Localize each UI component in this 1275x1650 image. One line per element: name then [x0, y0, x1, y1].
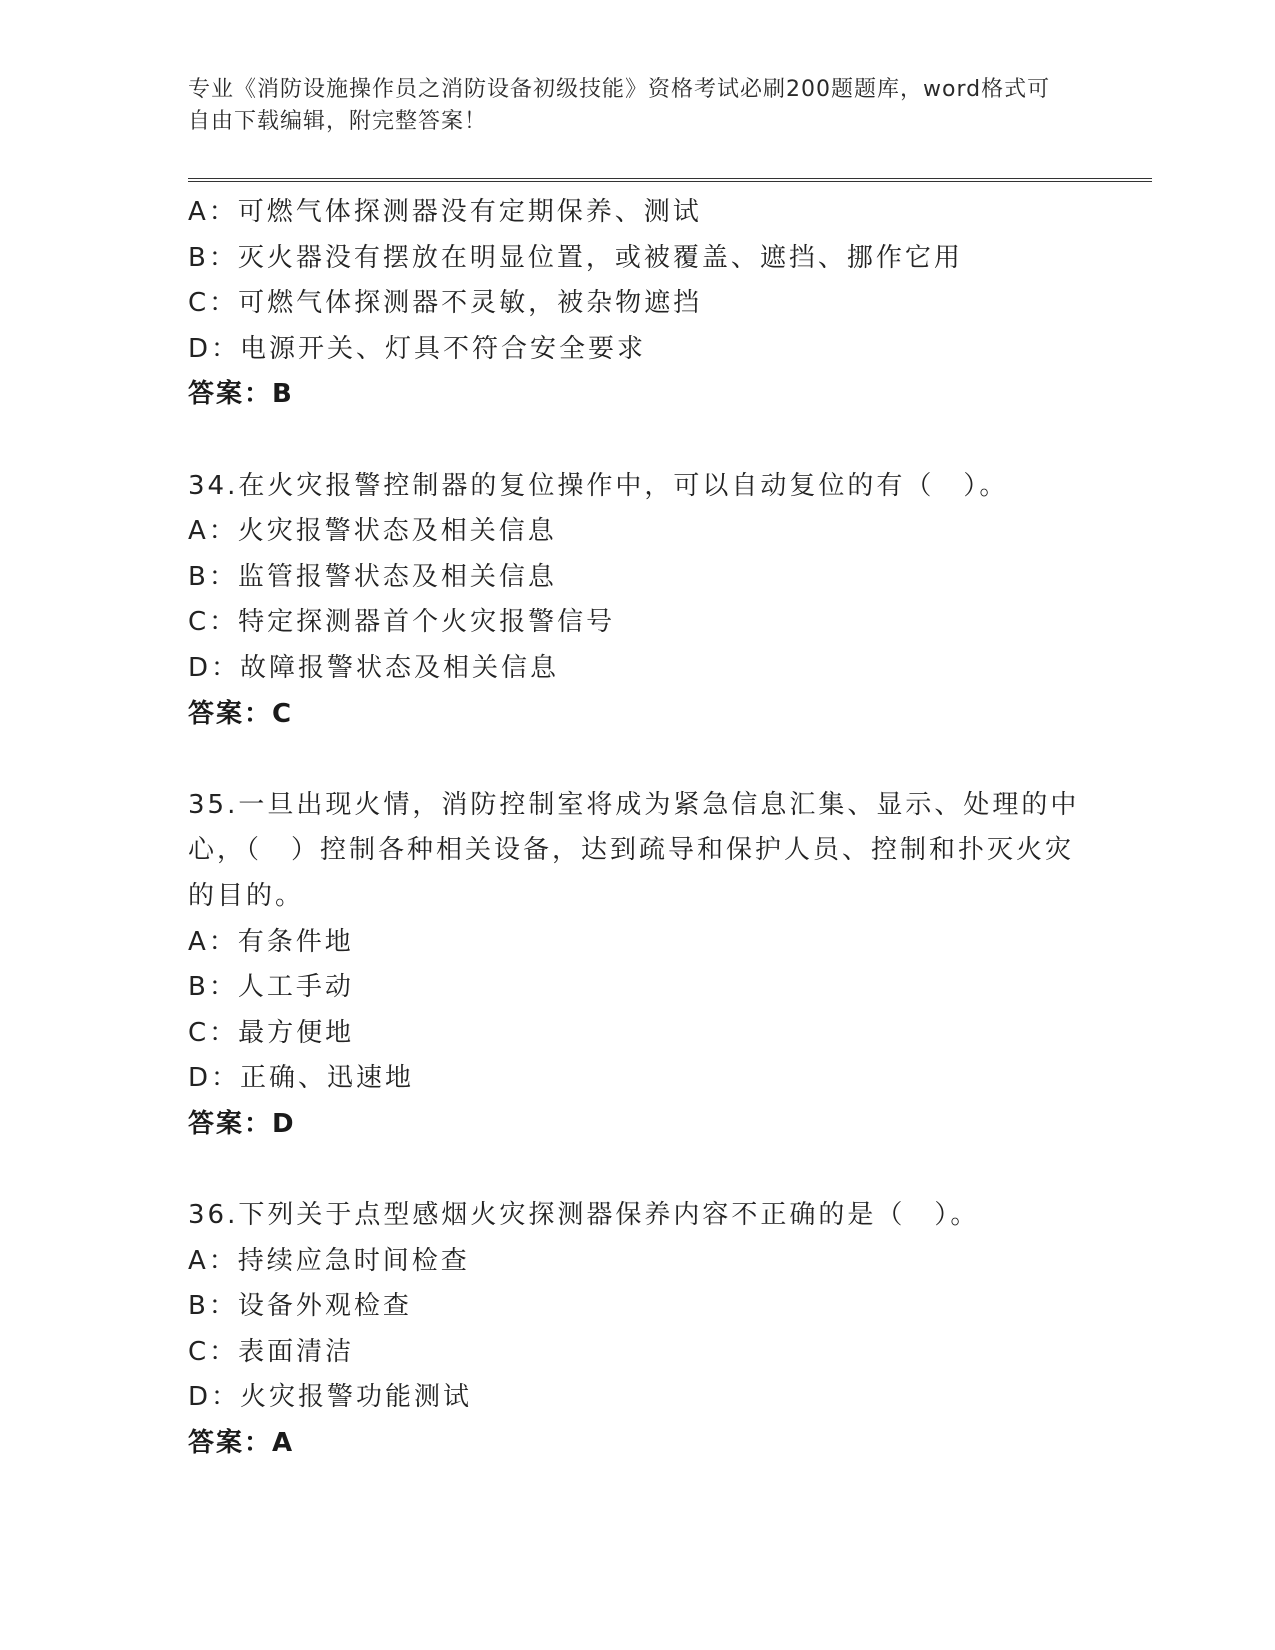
- option-b: B：设备外观检查: [188, 1291, 412, 1322]
- option-b: B：人工手动: [188, 972, 354, 1003]
- question-block: [188, 464, 1108, 738]
- question-list: [188, 190, 1108, 1467]
- option-a: A：持续应急时间检查: [188, 1245, 470, 1276]
- option-a: A：可燃气体探测器没有定期保养、测试: [188, 197, 702, 227]
- question-block: [188, 783, 1108, 1148]
- option-d: D：故障报警状态及相关信息: [188, 652, 560, 683]
- option-c: C：可燃气体探测器不灵敏，被杂物遮挡: [188, 288, 703, 319]
- option-d: D：电源开关、灯具不符合安全要求: [188, 333, 647, 364]
- question-stem: 36.下列关于点型感烟火灾探测器保养内容不正确的是（ ）。: [188, 1200, 980, 1231]
- option-c: C：表面清洁: [188, 1336, 355, 1367]
- option-c: C：特定探测器首个火灾报警信号: [188, 607, 616, 638]
- option-b: B：监管报警状态及相关信息: [188, 561, 557, 592]
- document-header: 专业《消防设施操作员之消防设备初级技能》资格考试必刷200题题库，word格式可自由下载编辑，附完整答案！: [188, 77, 1051, 134]
- option-a: A：有条件地: [188, 926, 354, 957]
- question-block: [188, 1193, 1108, 1467]
- option-d: D：正确、迅速地: [188, 1063, 415, 1094]
- option-c: C：最方便地: [188, 1017, 355, 1048]
- question-block: [188, 190, 1108, 418]
- option-a: A：火灾报警状态及相关信息: [188, 516, 557, 547]
- answer-line: 答案：A: [188, 1428, 295, 1459]
- question-stem: 34.在火灾报警控制器的复位操作中，可以自动复位的有（ ）。: [188, 470, 1009, 501]
- option-b: B：灭火器没有摆放在明显位置，或被覆盖、遮挡、挪作它用: [188, 242, 963, 273]
- answer-line: 答案：B: [188, 379, 294, 410]
- question-stem: 35.一旦出现火情，消防控制室将成为紧急信息汇集、显示、处理的中心，（ ）控制各种相关设备，达到疏导和保护人员、控制和扑灭火灾的目的。: [188, 789, 1080, 911]
- answer-line: 答案：C: [188, 698, 294, 729]
- option-d: D：火灾报警功能测试: [188, 1382, 473, 1413]
- header-divider: [188, 178, 1152, 182]
- answer-line: 答案：D: [188, 1108, 296, 1139]
